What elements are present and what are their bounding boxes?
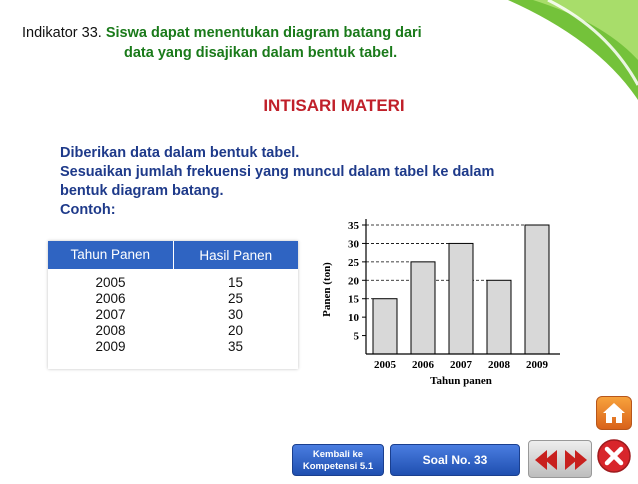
rewind-icon[interactable] (535, 450, 557, 470)
indikator-text: Siswa dapat menentukan diagram batang dari (105, 25, 422, 41)
y-tick-label: 5 (353, 330, 359, 343)
description-line: Diberikan data dalam bentuk tabel. (60, 145, 300, 161)
question-button[interactable]: Soal No. 33 (390, 444, 520, 476)
back-to-competency-button[interactable] (292, 444, 384, 476)
indikator-heading (22, 23, 542, 63)
description-line: bentuk diagram batang. (60, 183, 224, 199)
home-button[interactable] (596, 396, 632, 430)
x-tick-label: 2006 (412, 359, 434, 371)
y-tick-label: 30 (348, 238, 359, 251)
table-header-year: Tahun Panen (48, 241, 174, 269)
table-cell: 2009 (95, 339, 126, 354)
data-table (48, 241, 298, 369)
table-cell: 20 (227, 323, 244, 338)
bar-chart-svg (318, 212, 568, 387)
table-cell: 2007 (95, 307, 126, 322)
x-tick-label: 2008 (488, 359, 510, 371)
table-cell: 2008 (95, 323, 126, 338)
x-tick-label: 2007 (450, 359, 472, 371)
nav-icons (529, 441, 593, 479)
navigation-controls (528, 440, 592, 478)
y-tick-label: 25 (348, 256, 359, 269)
table-cell: 35 (227, 339, 244, 354)
close-button[interactable] (596, 437, 632, 475)
table-cell: 25 (227, 291, 244, 306)
bar (449, 243, 473, 354)
back-button-label-2: Kompetensi 5.1 (302, 461, 374, 472)
table-body (48, 269, 298, 355)
bar (411, 262, 435, 354)
x-tick-label: 2009 (526, 359, 548, 371)
y-tick-label: 10 (348, 312, 359, 325)
back-button-label-1: Kembali ke (312, 449, 364, 460)
bar (487, 280, 511, 354)
table-cell: 2006 (95, 291, 126, 306)
table-header (48, 241, 298, 269)
description (60, 144, 620, 220)
indikator-label: Indikator 33. (22, 25, 102, 41)
description-line: Sesuaikan jumlah frekuensi yang muncul dalam tabel ke dalam (60, 164, 495, 180)
bar-chart (318, 212, 568, 387)
table-column-year (48, 275, 173, 355)
bar (373, 299, 397, 354)
x-axis-label: Tahun panen (430, 375, 492, 387)
description-line: Contoh: (60, 202, 116, 218)
page-title: INTISARI MATERI (263, 96, 405, 115)
table-cell: 2005 (95, 275, 126, 290)
indikator-text-2: data yang disajikan dalam bentuk tabel. (124, 45, 398, 61)
table-cell: 30 (227, 307, 244, 322)
y-tick-label: 15 (348, 293, 359, 306)
fast-forward-icon[interactable] (565, 450, 587, 470)
y-tick-label: 35 (348, 220, 359, 232)
table-column-harvest (173, 275, 298, 355)
x-tick-label: 2005 (374, 359, 396, 371)
bar (525, 225, 549, 354)
y-tick-label: 20 (348, 275, 359, 288)
table-header-harvest: Hasil Panen (199, 247, 273, 263)
table-cell: 15 (227, 275, 244, 290)
y-axis-label: Panen (ton) (321, 262, 333, 317)
home-icon (597, 397, 631, 429)
